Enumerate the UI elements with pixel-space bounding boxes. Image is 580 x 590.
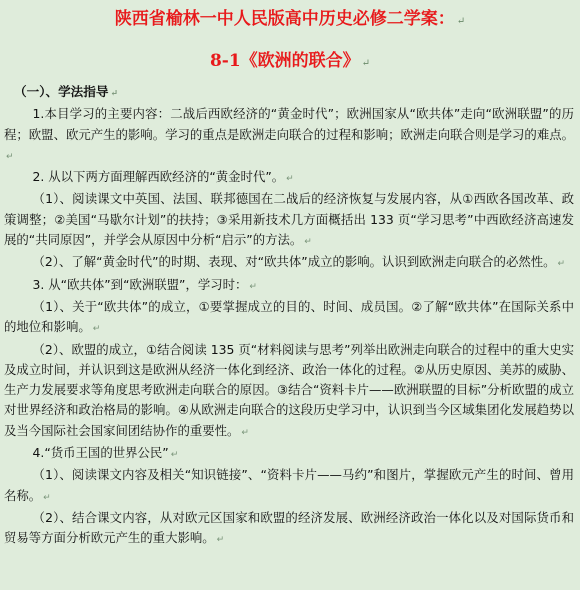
paragraph-mark-icon: ↵	[361, 58, 371, 69]
document-body	[4, 82, 574, 551]
paragraph-text: （1）、阅读课文中英国、法国、联邦德国在二战后的经济恢复与发展内容，从①西欧各国改革、政策调整；②美国“马歇尔计划”的扶持；③采用新技术几方面概括出 133 页“学习思考”中西欧经济高速发展的“共同原因”，并学会从原因中分析“启示”的方法。	[4, 191, 574, 248]
paragraph-mark-icon: ↵	[241, 427, 249, 438]
paragraph-mark-icon: ↵	[92, 324, 101, 335]
paragraph-mark-icon: ↵	[170, 450, 179, 461]
paragraph-mark-icon: ↵	[557, 259, 566, 270]
paragraph-mark-icon: ↵	[43, 492, 51, 503]
paragraph-mark-icon: ↵	[456, 16, 466, 27]
paragraph-text: 1.本目学习的主要内容：二战后西欧经济的“黄金时代”；欧洲国家从“欧共体”走向“欧洲联盟”的历程；欧盟、欧元产生的影响。学习的重点是欧洲走向联合的过程和影响；欧洲走向联合则是学习的难点。	[4, 106, 574, 142]
paragraph-text: （1）、阅读课文内容及相关“知识链接”、“资料卡片——马约”和图片，掌握欧元产生的时间、曾用名称。	[4, 467, 575, 503]
title-line-1-text: 陕西省榆林一中人民版高中历史必修二学案：	[114, 9, 455, 29]
paragraph-text: 2. 从以下两方面理解西欧经济的“黄金时代”。	[32, 169, 285, 185]
paragraph-3-1	[4, 297, 574, 340]
paragraph-1	[4, 104, 574, 167]
paragraph-text: （2）、了解“黄金时代”的时期、表现、对“欧共体”成立的影响。认识到欧洲走向联合的必然性。	[32, 254, 556, 270]
paragraph-text: （2）、欧盟的成立，①结合阅读 135 页“材料阅读与思考”列举出欧洲走向联合的过程中的重大史实及成立时间，并认识到这是欧洲从经济一体化到经济、政治一体化的过程。②从历史原因、美苏的威胁、生产力发展要求等角度思考欧洲走向联合的原因。③结合“资料卡片——欧洲联盟的目标”分析欧盟的成立对世界经济和政治格局的影响。④从欧洲走向联合的这段历史学习中，认识到当今区域集团化发展趋势以及当今国际社会国家间团结协作的重要性。	[4, 341, 574, 438]
document-title-line-2	[0, 50, 580, 75]
paragraph-text: 4.“货币王国的世界公民”	[32, 445, 169, 461]
paragraph-2-1	[4, 189, 574, 252]
paragraph-2	[4, 167, 574, 189]
title-line-2-text: 8-1《欧洲的联合》	[209, 51, 360, 71]
section-heading	[4, 82, 574, 104]
document-title-line-1	[0, 8, 580, 33]
paragraph-4-1	[4, 465, 574, 508]
paragraph-4-2	[4, 508, 574, 551]
paragraph-mark-icon: ↵	[216, 535, 225, 546]
paragraph-2-2	[4, 252, 574, 274]
paragraph-4	[4, 443, 574, 465]
paragraph-mark-icon: ↵	[304, 237, 312, 248]
paragraph-text: （2）、结合课文内容，从对欧元区国家和欧盟的经济发展、欧洲经济政治一体化以及对国际货币和贸易等方面分析欧元产生的重大影响。	[4, 509, 574, 546]
paragraph-mark-icon: ↵	[249, 281, 257, 292]
paragraph-mark-icon: ↵	[110, 89, 118, 99]
paragraph-mark-icon: ↵	[286, 174, 294, 185]
section-heading-text: （一）、学法指导	[14, 84, 109, 99]
paragraph-mark-icon: ↵	[6, 151, 14, 162]
paragraph-text: 3. 从“欧共体”到“欧洲联盟”，学习时：	[32, 276, 248, 292]
paragraph-3	[4, 275, 574, 297]
paragraph-text: （1）、关于“欧共体”的成立，①要掌握成立的目的、时间、成员国。②了解“欧共体”在国际关系中的地位和影响。	[4, 298, 574, 335]
paragraph-3-2	[4, 340, 574, 443]
